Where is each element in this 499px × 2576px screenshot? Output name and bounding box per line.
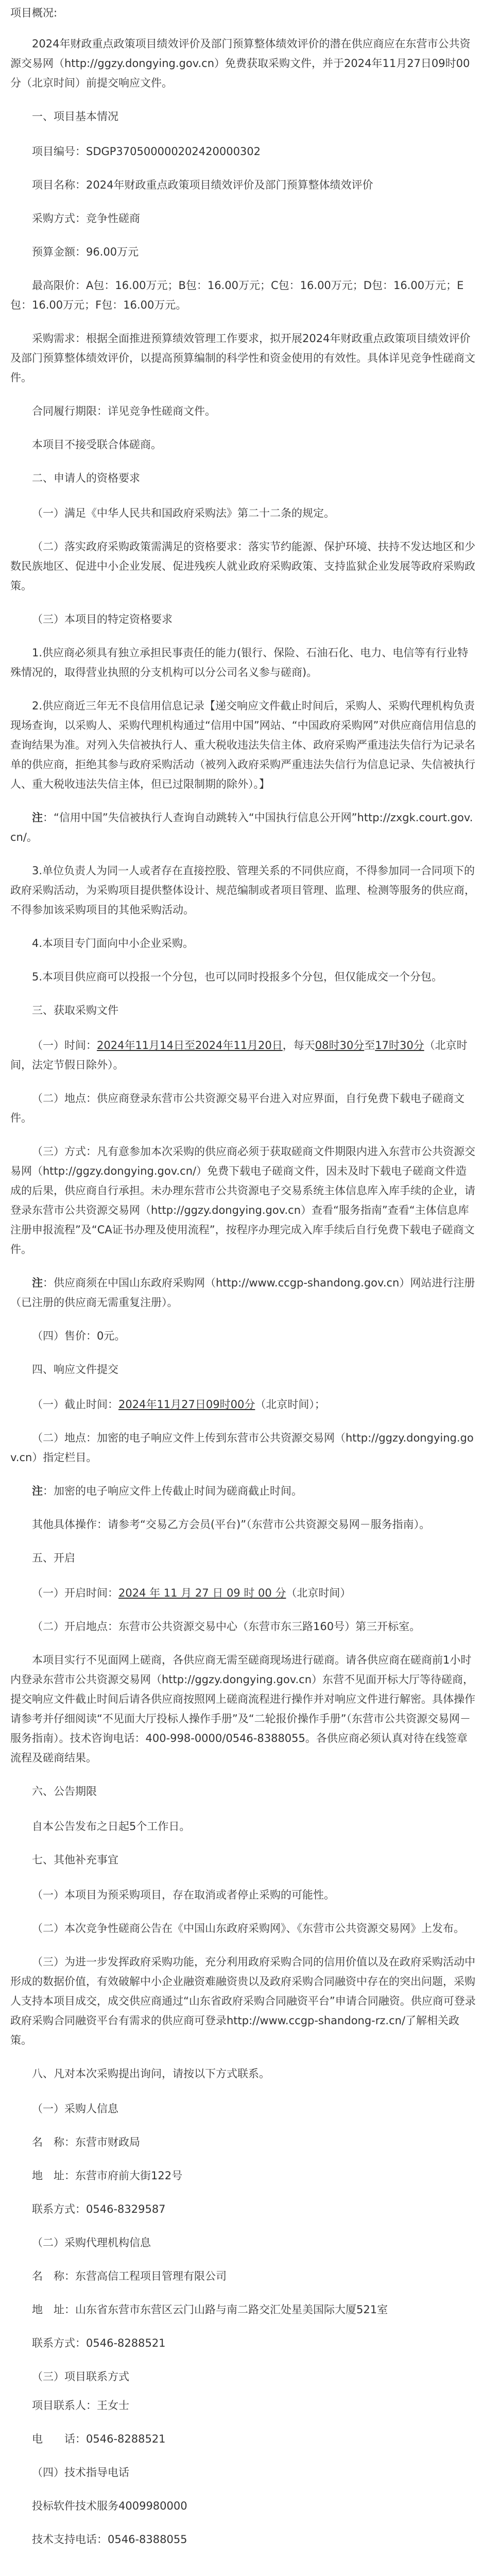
text-run: 至 <box>364 1039 375 1052</box>
paragraph <box>10 1617 477 1636</box>
text-run: （北京时间，法定节假日除外）。 <box>10 1039 468 1071</box>
text-run: 八、凡对本次采购提出询问，请按以下方式联系。 <box>32 2067 270 2080</box>
text-run: （一）满足《中华人民共和国政府采购法》第二十二条的规定。 <box>32 507 335 519</box>
text-run: 本项目不接受联合体磋商。 <box>32 438 162 451</box>
text-run: 地 址：山东省东营市东营区云门山路与南二路交汇处星美国际大厦521室 <box>32 2303 388 2316</box>
paragraph <box>10 609 477 629</box>
text-run: （一）时间： <box>32 1039 97 1052</box>
underlined-text: 17时30分 <box>375 1039 424 1052</box>
text-run: 二、申请人的资格要求 <box>32 472 140 484</box>
text-run: （一）本项目为预采购项目，存在取消或者停止采购的可能性。 <box>32 1889 335 1901</box>
paragraph <box>10 1650 477 1768</box>
text-run: （三）项目联系方式 <box>32 2370 129 2383</box>
text-run: （二）地点：加密的电子响应文件上传到东营市公共资源交易网（http://ggzy.dongying.gov.cn）指定栏目。 <box>10 1432 474 1464</box>
text-run: 电 话：0546-8288521 <box>32 2433 166 2445</box>
paragraph <box>10 503 477 523</box>
text-run: 七、其他补充事宜 <box>32 1854 118 1866</box>
text-run: 2024年财政重点政策项目绩效评价及部门预算整体绩效评价的潜在供应商应在东营市公共资源交易网（http://ggzy.dongying.gov.cn）免费获取采购文件，并于2024年11月27日09时00分（北京时间）前提交响应文件。 <box>10 38 471 89</box>
paragraph <box>10 209 477 228</box>
text-run: ：供应商须在中国山东政府采购网（http://www.ccgp-shandong.gov.cn）网站进行注册（已注册的供应商无需重复注册）。 <box>10 1277 475 1309</box>
paragraph <box>10 643 477 682</box>
section-heading <box>10 1548 477 1568</box>
paragraph <box>10 1952 477 2050</box>
paragraph <box>10 1583 477 1603</box>
paragraph <box>10 537 477 596</box>
text-run: 自本公告发布之日起5个工作日。 <box>32 1820 191 1833</box>
paragraph <box>10 142 477 161</box>
text-run: （二）地点：供应商登录东营市公共资源交易平台进入对应界面，自行免费下载电子磋商文件。 <box>10 1092 464 1124</box>
paragraph <box>10 1273 477 1312</box>
paragraph <box>10 934 477 953</box>
paragraph <box>10 2530 477 2549</box>
text-run: （二）本次竞争性磋商公告在《中国山东政府采购网》、《东营市公共资源交易网》上发布。 <box>32 1922 464 1935</box>
text-run: （一）截止时间： <box>32 1398 118 1411</box>
paragraph <box>10 2396 477 2415</box>
bold-note-label: 注 <box>32 811 43 824</box>
paragraph <box>10 2333 477 2353</box>
text-run: 项目联系人：王女士 <box>32 2399 129 2412</box>
text-run: 技术支持电话：0546-8388055 <box>32 2533 187 2546</box>
text-run: 投标软件技术服务4009980000 <box>32 2500 187 2512</box>
text-run: （二）开启地点：东营市公共资源交易中心（东营市东三路160号）第三开标室。 <box>32 1620 421 1633</box>
underlined-text: 2024 年 11 月 27 日 09 时 00 分 <box>118 1587 286 1599</box>
text-run: 其他具体操作：请参考“交易乙方会员(平台)”（东营市公共资源交易网－服务指南）。 <box>32 1518 431 1531</box>
underlined-text: 08时30分 <box>315 1039 365 1052</box>
text-run: 名 称：东营高信工程项目管理有限公司 <box>32 2270 227 2282</box>
paragraph <box>10 435 477 454</box>
text-run: 1.供应商必须具有独立承担民事责任的能力(银行、保险、石油石化、电力、电信等有行业特殊情况的，取得营业执照的分支机构可以分公司名义参与磋商)。 <box>10 647 469 679</box>
text-run: 五、开启 <box>32 1552 75 1564</box>
section-heading <box>10 1782 477 1801</box>
section-heading <box>10 1850 477 1870</box>
paragraph <box>10 1395 477 1414</box>
text-run: 三、获取采购文件 <box>32 1004 118 1016</box>
text-run: （三）为进一步发挥政府采购功能，充分利用政府采购合同的信用价值以及在政府采购活动中形成的数据价值，有效破解中小企业融资难融资贵以及政府采购合同融资中存在的突出问题，采购人支持本项目成交，成交供应商通过“山东省政府采购合同融资平台”申请合同融资。供应商可登录政府采购合同融资平台有需求的供应商可登录http://www.ccgp-shandong-rz.cn/了解相关政策。 <box>10 1956 476 2046</box>
text-run: （二）落实政府采购政策需满足的资格要求：落实节约能源、保护环境、扶持不发达地区和少数民族地区、促进中小企业发展、促进残疾人就业政府采购政策、支持监狱企业发展等政府采购政策。 <box>10 540 475 592</box>
text-run: （二）采购代理机构信息 <box>32 2236 151 2249</box>
text-run: 2.供应商近三年无不良信用信息记录【递交响应文件截止时间后，采购人、采购代理机构负责现场查询，以采购人、采购代理机构通过“信用中国”网站、“中国政府采购网”对供应商信用信息的查询结果为准。对列入失信被执行人、重大税收违法失信主体、政府采购严重违法失信行为记录名单的供应商，拒绝其参与政府采购活动（被列入政府采购严重违法失信行为信息记录、失信被执行人、重大税收违法失信主体，但已过限制期的除外）。】 <box>10 700 476 790</box>
paragraph <box>10 808 477 847</box>
paragraph <box>10 2199 477 2219</box>
text-run: 合同履行期限：详见竞争性磋商文件。 <box>32 405 216 417</box>
paragraph <box>10 1036 477 1075</box>
paragraph <box>10 2300 477 2319</box>
paragraph <box>10 175 477 195</box>
text-run: （三）方式：凡有意参加本次采购的供应商必须于获取磋商文件期限内进入东营市公共资源交易网（http://ggzy.dongying.gov.cn/）免费下载电子磋商文件，因未及时下载电子磋商文件造成的后果，供应商自行承担。未办理东营市公共资源电子交易系统主体信息库入库手续的企业，请登录东营市公共资源交易网（http://ggzy.dongying.gov.cn）查看“服务指南”查看“主体信息库注册申报流程”及“CA证书办理及使用流程”，按程序办理完成入库手续后自行免费下载电子磋商文件。 <box>10 1145 475 1256</box>
text-run: 3.单位负责人为同一人或者存在直接控股、管理关系的不同供应商，不得参加同一合同项下的政府采购活动，为采购项目提供整体设计、规范编制或者项目管理、监理、检测等服务的供应商，不得参加该采购项目的其他采购活动。 <box>10 865 475 916</box>
paragraph <box>10 1428 477 1467</box>
underlined-text: 2024年11月14日至2024年11月20日 <box>97 1039 283 1052</box>
paragraph <box>10 2233 477 2252</box>
paragraph <box>10 401 477 421</box>
text-run: 本项目实行不见面网上磋商，各供应商无需至磋商现场进行磋商。请各供应商在磋商前1小时内登录东营市公共资源交易网（http://ggzy.dongying.gov.cn）东营不见面开标大厅等待磋商，提交响应文件截止时间后请各供应商按照网上磋商流程进行操作并对响应文件进行解密。具体操作请参考并仔细阅读“不见面大厅投标人操作手册”及“二轮报价操作手册”（东营市公共资源交易网－服务指南）。技术咨询电话：400-998-0000/0546-8388055。各供应商必须认真对待在线签章流程及磋商结果。 <box>10 1654 475 1764</box>
text-run: （北京时间） <box>286 1587 351 1599</box>
paragraph <box>10 1326 477 1346</box>
paragraph <box>10 2367 477 2386</box>
text-run: （北京时间）； <box>255 1398 325 1411</box>
paragraph <box>10 2496 477 2516</box>
text-run: 联系方式：0546-8329587 <box>32 2203 166 2215</box>
section-heading <box>10 107 477 126</box>
paragraph <box>10 3 477 23</box>
text-run: 预算金额：96.00万元 <box>32 246 139 258</box>
paragraph <box>10 2463 477 2482</box>
text-run: 项目编号：SDGP370500000202420000302 <box>32 145 261 158</box>
text-run: 4.本项目专门面向中小企业采购。 <box>32 937 194 950</box>
paragraph <box>10 861 477 920</box>
text-run: 六、公告期限 <box>32 1785 97 1798</box>
text-run: 四、响应文件提交 <box>32 1363 118 1376</box>
text-run: 地 址：东营市府前大街122号 <box>32 2170 183 2182</box>
section-heading <box>10 2064 477 2083</box>
text-run: ：“信用中国”失信被执行人查询自动跳转入“中国执行信息公开网”http://zxgk.court.gov.cn/。 <box>10 811 473 843</box>
paragraph <box>10 2132 477 2152</box>
paragraph <box>10 2166 477 2185</box>
text-run: 采购需求：根据全面推进预算绩效管理工作要求，拟开展2024年财政重点政策项目绩效评价及部门预算整体绩效评价，以提高预算编制的科学性和资金使用的有效性。具体详见竞争性磋商文件。 <box>10 332 475 384</box>
paragraph <box>10 242 477 262</box>
section-heading <box>10 1001 477 1020</box>
text-run: 联系方式：0546-8288521 <box>32 2337 166 2349</box>
text-run: 项目概况: <box>10 7 58 19</box>
text-run: （四）技术指导电话 <box>32 2466 129 2479</box>
text-run: （三）本项目的特定资格要求 <box>32 613 173 625</box>
text-run: （四）售价：0元。 <box>32 1330 126 1342</box>
text-run: 最高限价：A包：16.00万元；B包：16.00万元；C包：16.00万元；D包：16.00万元；E包：16.00万元；F包：16.00万元。 <box>10 279 464 311</box>
paragraph <box>10 1817 477 1836</box>
paragraph <box>10 1089 477 1128</box>
text-run: （一）采购人信息 <box>32 2103 118 2115</box>
underlined-text: 2024年11月27日09时00分 <box>118 1398 255 1411</box>
paragraph <box>10 1919 477 1938</box>
paragraph <box>10 329 477 387</box>
paragraph <box>10 1142 477 1259</box>
paragraph <box>10 34 477 93</box>
section-heading <box>10 468 477 488</box>
text-run: 5.本项目供应商可以投报一个分包，也可以同时投报多个分包，但仅能成交一个分包。 <box>32 971 443 983</box>
section-heading <box>10 1360 477 1379</box>
text-run: 一、项目基本情况 <box>32 110 118 123</box>
text-run: 项目名称：2024年财政重点政策项目绩效评价及部门预算整体绩效评价 <box>32 179 373 191</box>
text-run: 采购方式：竞争性磋商 <box>32 212 140 225</box>
text-run: 名 称：东营市财政局 <box>32 2136 140 2148</box>
paragraph <box>10 2429 477 2449</box>
text-run: ，每天 <box>282 1039 315 1052</box>
bold-note-label: 注 <box>32 1277 43 1289</box>
paragraph <box>10 2266 477 2286</box>
paragraph <box>10 276 477 315</box>
paragraph <box>10 1515 477 1534</box>
paragraph <box>10 1481 477 1501</box>
text-run: （一）开启时间： <box>32 1587 118 1599</box>
text-run: ：加密的电子响应文件上传截止时间为磋商截止时间。 <box>43 1485 302 1497</box>
paragraph <box>10 967 477 987</box>
paragraph <box>10 1885 477 1905</box>
paragraph <box>10 2099 477 2119</box>
paragraph <box>10 696 477 794</box>
bold-note-label: 注 <box>32 1485 43 1497</box>
